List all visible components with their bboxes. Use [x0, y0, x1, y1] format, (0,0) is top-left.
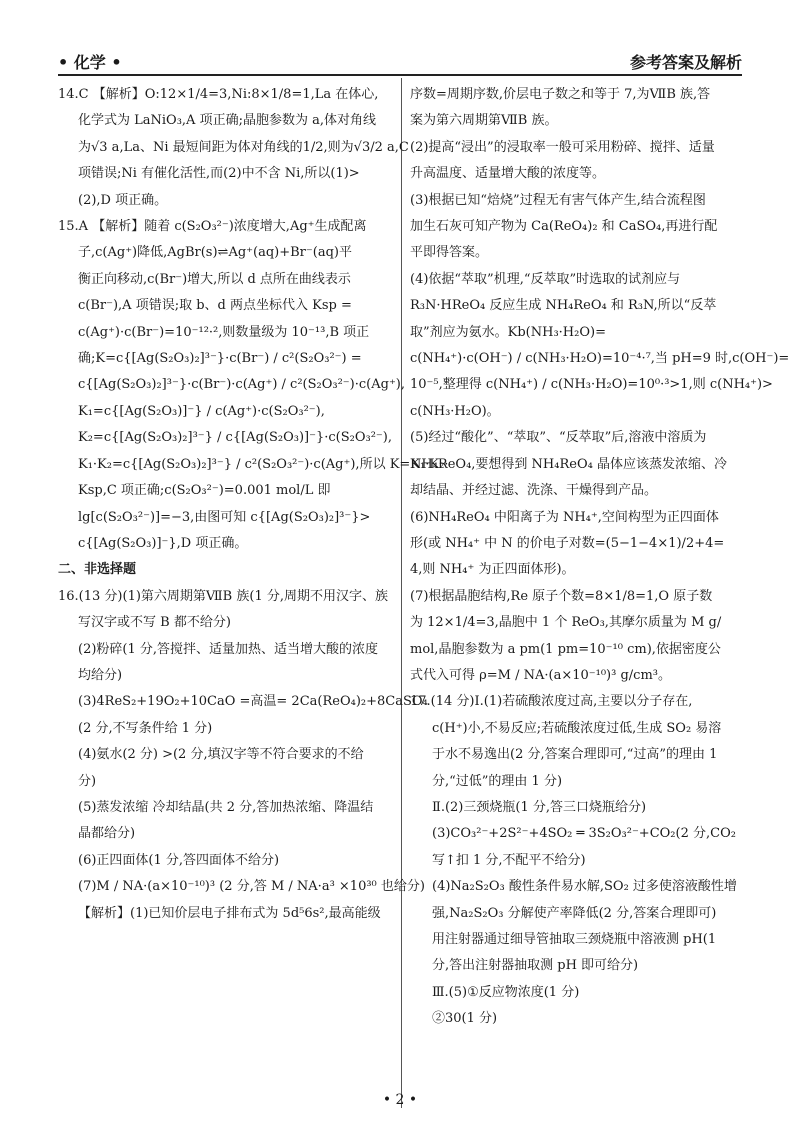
text-line: (5)蒸发浓缩 冷却结晶(共 2 分,答加热浓缩、降温结 — [78, 799, 374, 815]
text-line: 序数=周期序数,价层电子数之和等于 7,为ⅦB 族,答 — [410, 87, 711, 102]
page-header — [58, 50, 742, 76]
text-line: Ⅱ.(2)三颈烧瓶(1 分,答三口烧瓶给分) — [432, 799, 647, 815]
text-line: c(H⁺)小,不易反应;若硫酸浓度过低,生成 SO₂ 易溶 — [432, 720, 722, 736]
text-line: Ⅲ.(5)①反应物浓度(1 分) — [432, 984, 580, 1000]
text-line: (3)根据已知“焙烧”过程无有害气体产生,结合流程图 — [410, 192, 706, 208]
text-line: 16.(13 分)(1)第六周期第ⅦB 族(1 分,周期不用汉字、族 — [58, 588, 388, 604]
text-line: c(Ag⁺)·c(Br⁻)=10⁻¹²·²,则数量级为 10⁻¹³,B 项正 — [78, 324, 370, 340]
text-line: K₂=c{[Ag(S₂O₃)₂]³⁻} / c{[Ag(S₂O₃)]⁻}·c(S₂O₃²⁻), — [78, 430, 392, 446]
text-line: 17.(14 分)Ⅰ.(1)若硫酸浓度过高,主要以分子存在, — [410, 694, 693, 710]
text-line: 分,“过低”的理由 1 分) — [432, 773, 563, 789]
text-line: (5)经过“酸化”、“萃取”、“反萃取”后,溶液中溶质为 — [410, 430, 707, 446]
text-line: R₃N·HReO₄ 反应生成 NH₄ReO₄ 和 R₃N,所以“反萃 — [410, 298, 717, 314]
page-number: • 2 • — [382, 1092, 418, 1108]
text-line: (4)Na₂S₂O₃ 酸性条件易水解,SO₂ 过多使溶液酸性增 — [432, 879, 737, 895]
text-line: Ksp,C 项正确;c(S₂O₃²⁻)=0.001 mol/L 即 — [78, 483, 331, 499]
text-line: 衡正向移动,c(Br⁻)增大,所以 d 点所在曲线表示 — [78, 271, 351, 287]
text-line: ②30(1 分) — [432, 1011, 498, 1027]
text-line: (2),D 项正确。 — [78, 192, 168, 208]
text-line: 形(或 NH₄⁺ 中 N 的价电子对数=(5−1−4×1)/2+4= — [410, 535, 725, 551]
text-line: 平即得答案。 — [410, 245, 489, 261]
text-line: 分) — [78, 773, 97, 789]
text-line: lg[c(S₂O₃²⁻)]=−3,由图可知 c{[Ag(S₂O₃)₂]³⁻}> — [78, 509, 371, 525]
text-line: 为 12×1/4=3,晶胞中 1 个 ReO₃,其摩尔质量为 M g/ — [410, 615, 722, 631]
text-line: K₁=c{[Ag(S₂O₃)]⁻} / c(Ag⁺)·c(S₂O₃²⁻), — [78, 403, 325, 419]
text-line: 写↑扣 1 分,不配平不给分) — [432, 852, 586, 868]
text-line: 化学式为 LaNiO₃,A 项正确;晶胞参数为 a,体对角线 — [78, 113, 376, 129]
text-line: 为√3 a,La、Ni 最短间距为体对角线的1/2,则为√3/2 a,C — [78, 139, 409, 155]
text-line: (7)M / NA·(a×10⁻¹⁰)³ (2 分,答 M / NA·a³ ×10³⁰ 也给分) — [78, 879, 425, 895]
text-line: 式代入可得 ρ=M / NA·(a×10⁻¹⁰)³ g/cm³。 — [410, 667, 671, 683]
text-line: (7)根据晶胞结构,Re 原子个数=8×1/8=1,O 原子数 — [410, 588, 713, 604]
text-line: c(NH₃·H₂O)。 — [410, 403, 500, 419]
text-line: 强,Na₂S₂O₃ 分解使产率降低(2 分,答案合理即可) — [432, 905, 717, 921]
text-line: 取”剂应为氨水。Kb(NH₃·H₂O)= — [410, 324, 606, 340]
text-line: 写汉字或不写 B 都不给分) — [78, 615, 231, 631]
text-line: 子,c(Ag⁺)降低,AgBr(s)⇌Ag⁺(aq)+Br⁻(aq)平 — [78, 245, 352, 261]
text-line: (3)4ReS₂+19O₂+10CaO =高温= 2Ca(ReO₄)₂+8CaSO₄ — [78, 694, 428, 710]
text-line: 15.A 【解析】随着 c(S₂O₃²⁻)浓度增大,Ag⁺生成配离 — [58, 219, 367, 235]
text-line: c(NH₄⁺)·c(OH⁻) / c(NH₃·H₂O)=10⁻⁴·⁷,当 pH=9 时,c(OH⁻)= — [410, 351, 790, 367]
text-line: (4)依据“萃取”机理,“反萃取”时选取的试剂应与 — [410, 271, 681, 287]
right-column — [410, 82, 790, 1033]
text-line: 均给分) — [78, 667, 123, 683]
text-line: c{[Ag(S₂O₃)]⁻},D 项正确。 — [78, 535, 248, 551]
text-line: (4)氨水(2 分) >(2 分,填汉字等不符合要求的不给 — [78, 747, 364, 763]
text-line: 10⁻⁵,整理得 c(NH₄⁺) / c(NH₃·H₂O)=10⁰·³>1,则 c(NH₄⁺)> — [410, 377, 773, 393]
left-column — [58, 82, 449, 927]
text-line: c{[Ag(S₂O₃)₂]³⁻}·c(Br⁻)·c(Ag⁺) / c²(S₂O₃²⁻)·c(Ag⁺), — [78, 377, 406, 393]
column-divider — [401, 78, 402, 1108]
text-line: (2)提高“浸出”的浸取率一般可采用粉碎、搅拌、适量 — [410, 139, 715, 155]
text-line: 加生石灰可知产物为 Ca(ReO₄)₂ 和 CaSO₄,再进行配 — [410, 219, 718, 235]
text-line: 分,答出注射器抽取测 pH 即可给分) — [432, 958, 639, 974]
text-line: 【解析】(1)已知价层电子排布式为 5d⁵6s²,最高能级 — [78, 905, 381, 921]
text-line: (2 分,不写条件给 1 分) — [78, 720, 213, 736]
section-heading: 二、非选择题 — [58, 562, 137, 578]
text-line: 确;K=c{[Ag(S₂O₃)₂]³⁻}·c(Br⁻) / c²(S₂O₃²⁻) = — [78, 351, 362, 367]
text-line: 却结晶、并经过滤、洗涤、干燥得到产品。 — [410, 483, 658, 499]
text-line: K₁·K₂=c{[Ag(S₂O₃)₂]³⁻} / c²(S₂O₃²⁻)·c(Ag⁺),所以 K=K₁·K₂· — [78, 456, 449, 472]
text-line: 升高温度、适量增大酸的浓度等。 — [410, 166, 606, 182]
header-title: 参考答案及解析 — [629, 53, 742, 72]
text-line: (2)粉碎(1 分,答搅拌、适量加热、适当增大酸的浓度 — [78, 641, 379, 657]
text-line: 14.C 【解析】O:12×1/4=3,Ni:8×1/8=1,La 在体心, — [58, 87, 379, 102]
text-line: mol,晶胞参数为 a pm(1 pm=10⁻¹⁰ cm),依据密度公 — [410, 641, 721, 657]
text-line: 4,则 NH₄⁺ 为正四面体形)。 — [410, 562, 575, 578]
subject-label: • 化学 • — [58, 53, 122, 72]
text-line: (3)CO₃²⁻+2S²⁻+4SO₂ ═ 3S₂O₃²⁻+CO₂(2 分,CO₂ — [432, 826, 736, 842]
text-line: 用注射器通过细导管抽取三颈烧瓶中溶液测 pH(1 — [432, 932, 717, 947]
text-line: NH₄ReO₄,要想得到 NH₄ReO₄ 晶体应该蒸发浓缩、冷 — [410, 456, 727, 472]
text-line: 于水不易逸出(2 分,答案合理即可,“过高”的理由 1 — [432, 747, 718, 763]
text-line: (6)NH₄ReO₄ 中阳离子为 NH₄⁺,空间构型为正四面体 — [410, 509, 719, 525]
text-line: 案为第六周期第ⅦB 族。 — [410, 113, 558, 129]
text-line: 晶都给分) — [78, 826, 136, 842]
text-line: 项错误;Ni 有催化活性,而(2)中不含 Ni,所以(1)> — [78, 166, 360, 182]
text-line: (6)正四面体(1 分,答四面体不给分) — [78, 852, 280, 868]
text-line: c(Br⁻),A 项错误;取 b、d 两点坐标代入 Ksp = — [78, 298, 352, 314]
